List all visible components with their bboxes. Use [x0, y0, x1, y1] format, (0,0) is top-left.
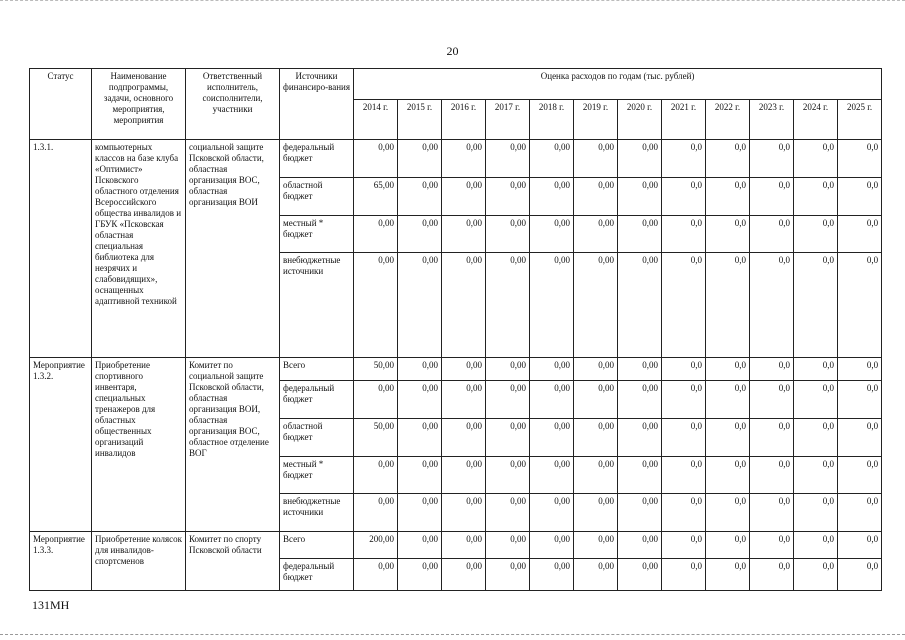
source-cell: Всего — [280, 358, 354, 381]
value-cell: 0,0 — [794, 216, 838, 253]
value-cell: 0,0 — [794, 253, 838, 358]
value-cell: 0,00 — [442, 140, 486, 178]
source-cell: внебюджетные источники — [280, 494, 354, 532]
year-header: 2019 г. — [574, 100, 618, 140]
value-cell: 0,0 — [662, 457, 706, 494]
value-cell: 0,00 — [574, 178, 618, 216]
name-cell: Приобретение колясок для инвалидов-спортсменов — [92, 532, 186, 591]
value-cell: 0,0 — [662, 140, 706, 178]
value-cell: 0,0 — [750, 494, 794, 532]
value-cell: 0,00 — [354, 457, 398, 494]
source-cell: федеральный бюджет — [280, 559, 354, 591]
value-cell: 0,0 — [794, 494, 838, 532]
value-cell: 0,00 — [354, 381, 398, 419]
value-cell: 0,0 — [706, 140, 750, 178]
value-cell: 0,00 — [398, 140, 442, 178]
value-cell: 0,00 — [442, 532, 486, 559]
value-cell: 0,0 — [662, 559, 706, 591]
value-cell: 0,00 — [354, 559, 398, 591]
value-cell: 0,00 — [574, 419, 618, 457]
value-cell: 0,00 — [486, 140, 530, 178]
value-cell: 0,00 — [442, 381, 486, 419]
value-cell: 0,0 — [706, 216, 750, 253]
value-cell: 0,0 — [750, 140, 794, 178]
value-cell: 0,0 — [838, 559, 882, 591]
value-cell: 0,00 — [618, 140, 662, 178]
value-cell: 0,0 — [750, 419, 794, 457]
value-cell: 0,00 — [618, 178, 662, 216]
year-header: 2014 г. — [354, 100, 398, 140]
value-cell: 0,00 — [530, 381, 574, 419]
value-cell: 0,00 — [618, 559, 662, 591]
value-cell: 200,00 — [354, 532, 398, 559]
value-cell: 0,0 — [794, 419, 838, 457]
header-estimate: Оценка расходов по годам (тыс. рублей) — [354, 69, 882, 100]
value-cell: 0,0 — [706, 419, 750, 457]
value-cell: 0,00 — [618, 419, 662, 457]
value-cell: 0,0 — [750, 216, 794, 253]
value-cell: 0,0 — [794, 532, 838, 559]
value-cell: 0,0 — [706, 253, 750, 358]
document-code: 131МН — [32, 598, 70, 612]
value-cell: 0,00 — [442, 494, 486, 532]
value-cell: 0,00 — [398, 358, 442, 381]
value-cell: 0,00 — [354, 494, 398, 532]
value-cell: 0,0 — [794, 140, 838, 178]
value-cell: 0,00 — [486, 494, 530, 532]
value-cell: 0,0 — [750, 358, 794, 381]
scan-edge-top — [0, 0, 905, 4]
value-cell: 0,00 — [398, 532, 442, 559]
year-header: 2020 г. — [618, 100, 662, 140]
value-cell: 0,00 — [442, 216, 486, 253]
value-cell: 0,0 — [838, 457, 882, 494]
value-cell: 0,0 — [662, 253, 706, 358]
value-cell: 0,00 — [398, 559, 442, 591]
value-cell: 0,00 — [398, 419, 442, 457]
value-cell: 0,0 — [794, 559, 838, 591]
executor-cell: Комитет по социальной защите Псковской области, областная организация ВОИ, областная организация ВОС, областное отделение ВОГ — [186, 358, 280, 532]
source-cell: внебюджетные источники — [280, 253, 354, 358]
value-cell: 0,00 — [530, 140, 574, 178]
value-cell: 0,0 — [838, 381, 882, 419]
header-status: Статус — [30, 69, 92, 140]
value-cell: 0,0 — [838, 253, 882, 358]
header-executor: Ответственный исполнитель, соисполнители, участники — [186, 69, 280, 140]
year-header: 2015 г. — [398, 100, 442, 140]
value-cell: 0,00 — [442, 457, 486, 494]
value-cell: 0,00 — [618, 457, 662, 494]
value-cell: 0,00 — [354, 216, 398, 253]
name-cell: Приобретение спортивного инвентаря, специальных тренажеров для областных общественных организаций инвалидов — [92, 358, 186, 532]
status-cell: Мероприятие 1.3.3. — [30, 532, 92, 591]
value-cell: 0,00 — [574, 532, 618, 559]
source-cell: федеральный бюджет — [280, 381, 354, 419]
value-cell: 0,00 — [618, 216, 662, 253]
value-cell: 0,00 — [530, 178, 574, 216]
executor-cell: социальной защите Псковской области, областная организация ВОС, областная организация ВОИ — [186, 140, 280, 358]
source-cell: местный * бюджет — [280, 457, 354, 494]
value-cell: 0,00 — [530, 216, 574, 253]
value-cell: 0,00 — [442, 178, 486, 216]
value-cell: 50,00 — [354, 358, 398, 381]
value-cell: 0,0 — [750, 381, 794, 419]
value-cell: 0,00 — [442, 419, 486, 457]
source-cell: областной бюджет — [280, 419, 354, 457]
year-header: 2016 г. — [442, 100, 486, 140]
status-cell: Мероприятие 1.3.2. — [30, 358, 92, 532]
header-sources: Источники финансиро-вания — [280, 69, 354, 140]
value-cell: 0,00 — [574, 381, 618, 419]
year-header: 2022 г. — [706, 100, 750, 140]
value-cell: 0,00 — [486, 216, 530, 253]
value-cell: 0,00 — [618, 381, 662, 419]
header-name: Наименование подпрограммы, задачи, основного мероприятия, мероприятия — [92, 69, 186, 140]
value-cell: 0,0 — [662, 494, 706, 532]
value-cell: 0,00 — [618, 532, 662, 559]
value-cell: 0,00 — [398, 381, 442, 419]
source-cell: областной бюджет — [280, 178, 354, 216]
value-cell: 0,0 — [838, 140, 882, 178]
source-cell: местный * бюджет — [280, 216, 354, 253]
value-cell: 0,0 — [794, 358, 838, 381]
value-cell: 0,00 — [530, 358, 574, 381]
executor-cell: Комитет по спорту Псковской области — [186, 532, 280, 591]
value-cell: 0,0 — [662, 358, 706, 381]
source-cell: Всего — [280, 532, 354, 559]
table-row — [30, 140, 882, 178]
year-header: 2023 г. — [750, 100, 794, 140]
year-header: 2017 г. — [486, 100, 530, 140]
value-cell: 0,0 — [794, 457, 838, 494]
value-cell: 0,0 — [706, 532, 750, 559]
value-cell: 0,00 — [442, 253, 486, 358]
value-cell: 0,00 — [486, 559, 530, 591]
value-cell: 0,0 — [706, 178, 750, 216]
value-cell: 0,0 — [838, 178, 882, 216]
page-number: 20 — [446, 44, 459, 58]
value-cell: 0,00 — [398, 457, 442, 494]
value-cell: 0,0 — [750, 253, 794, 358]
value-cell: 50,00 — [354, 419, 398, 457]
value-cell: 0,0 — [794, 381, 838, 419]
value-cell: 0,00 — [442, 559, 486, 591]
scan-edge-bottom — [0, 634, 905, 637]
name-cell: компьютерных классов на базе клуба «Оптимист» Псковского областного отделения Всероссийского общества инвалидов и ГБУК «Псковская областная специальная библиотека для незрячих и слабовидящих», оснащенных адаптивной техникой — [92, 140, 186, 358]
value-cell: 0,00 — [486, 419, 530, 457]
value-cell: 0,00 — [574, 559, 618, 591]
value-cell: 0,0 — [750, 532, 794, 559]
value-cell: 0,0 — [838, 494, 882, 532]
source-cell: федеральный бюджет — [280, 140, 354, 178]
value-cell: 0,00 — [486, 178, 530, 216]
value-cell: 0,0 — [706, 559, 750, 591]
value-cell: 0,00 — [398, 253, 442, 358]
value-cell: 0,00 — [398, 178, 442, 216]
value-cell: 0,00 — [398, 216, 442, 253]
value-cell: 0,00 — [530, 532, 574, 559]
value-cell: 0,0 — [706, 358, 750, 381]
value-cell: 0,00 — [618, 358, 662, 381]
value-cell: 0,00 — [486, 457, 530, 494]
value-cell: 0,00 — [530, 253, 574, 358]
value-cell: 0,0 — [794, 178, 838, 216]
value-cell: 0,00 — [530, 419, 574, 457]
value-cell: 0,00 — [574, 358, 618, 381]
value-cell: 0,0 — [706, 381, 750, 419]
value-cell: 0,0 — [662, 178, 706, 216]
table-row — [30, 358, 882, 381]
value-cell: 0,0 — [662, 532, 706, 559]
status-cell: 1.3.1. — [30, 140, 92, 358]
value-cell: 0,0 — [838, 216, 882, 253]
value-cell: 0,00 — [486, 253, 530, 358]
value-cell: 0,0 — [750, 457, 794, 494]
value-cell: 0,00 — [442, 358, 486, 381]
value-cell: 0,00 — [354, 140, 398, 178]
value-cell: 0,00 — [530, 457, 574, 494]
value-cell: 0,0 — [706, 494, 750, 532]
value-cell: 0,0 — [662, 419, 706, 457]
value-cell: 0,00 — [486, 381, 530, 419]
value-cell: 0,0 — [662, 216, 706, 253]
value-cell: 0,0 — [838, 358, 882, 381]
value-cell: 65,00 — [354, 178, 398, 216]
value-cell: 0,00 — [398, 494, 442, 532]
value-cell: 0,00 — [618, 494, 662, 532]
value-cell: 0,0 — [750, 178, 794, 216]
value-cell: 0,00 — [574, 140, 618, 178]
value-cell: 0,0 — [838, 419, 882, 457]
value-cell: 0,00 — [574, 457, 618, 494]
table-row — [30, 532, 882, 559]
budget-table — [29, 68, 882, 591]
value-cell: 0,00 — [618, 253, 662, 358]
value-cell: 0,00 — [574, 216, 618, 253]
value-cell: 0,00 — [530, 494, 574, 532]
year-header: 2024 г. — [794, 100, 838, 140]
value-cell: 0,0 — [838, 532, 882, 559]
value-cell: 0,00 — [486, 532, 530, 559]
value-cell: 0,00 — [486, 358, 530, 381]
value-cell: 0,00 — [574, 494, 618, 532]
value-cell: 0,0 — [706, 457, 750, 494]
year-header: 2018 г. — [530, 100, 574, 140]
value-cell: 0,0 — [662, 381, 706, 419]
value-cell: 0,00 — [530, 559, 574, 591]
year-header: 2021 г. — [662, 100, 706, 140]
value-cell: 0,0 — [750, 559, 794, 591]
value-cell: 0,00 — [574, 253, 618, 358]
year-header: 2025 г. — [838, 100, 882, 140]
value-cell: 0,00 — [354, 253, 398, 358]
